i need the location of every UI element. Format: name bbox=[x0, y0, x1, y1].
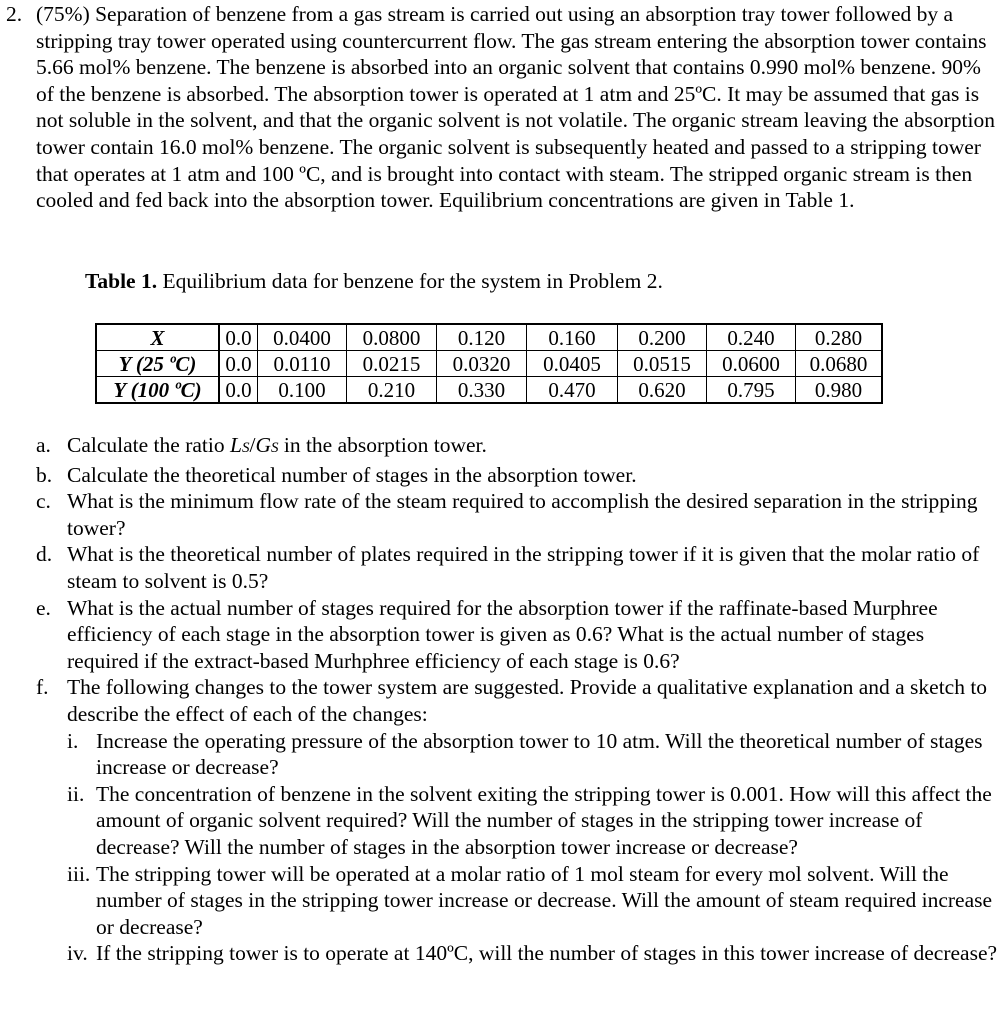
table-cell: 0.330 bbox=[437, 377, 527, 404]
table-cell: 0.200 bbox=[618, 324, 707, 351]
table-cell: 0.0800 bbox=[347, 324, 437, 351]
question-letter: c. bbox=[36, 489, 51, 514]
question-text: What is the minimum flow rate of the steam required to accomplish the desired separation in the stripping tower? bbox=[67, 489, 978, 540]
table-cell: 0.100 bbox=[258, 377, 347, 404]
table-cell: 0.795 bbox=[707, 377, 796, 404]
question-a-pre: Calculate the ratio bbox=[67, 433, 230, 457]
sub-question-text: The stripping tower will be operated at a molar ratio of 1 mol steam for every mol solvent. Will the number of stages in the stripping tower increase or decrease. Will the amount of steam required increase or decrease? bbox=[96, 861, 993, 939]
table-cell: 0.0215 bbox=[347, 351, 437, 377]
question-a-post: in the absorption tower. bbox=[278, 433, 487, 457]
question-letter: a. bbox=[36, 433, 51, 457]
sub-question-number: i. bbox=[67, 728, 79, 753]
question-list bbox=[36, 432, 1000, 967]
table-cell: 0.280 bbox=[796, 324, 883, 351]
table-cell: 0.0515 bbox=[618, 351, 707, 377]
table-caption-text: Equilibrium data for benzene for the system in Problem 2. bbox=[157, 269, 663, 293]
question-d bbox=[36, 541, 1000, 594]
question-letter: f. bbox=[36, 675, 49, 700]
table-row-y100 bbox=[96, 377, 882, 404]
table-cell: 0.0 bbox=[219, 324, 258, 351]
question-text: What is the theoretical number of plates required in the stripping tower if it is given that the molar ratio of steam to solvent is 0.5? bbox=[67, 542, 980, 593]
equilibrium-table bbox=[95, 323, 883, 404]
symbol-l: L bbox=[229, 433, 242, 457]
question-f bbox=[36, 674, 1000, 727]
problem-statement bbox=[6, 1, 998, 214]
question-letter: d. bbox=[36, 542, 53, 567]
question-c bbox=[36, 488, 1000, 541]
question-text bbox=[67, 432, 1000, 462]
sub-question-text: Increase the operating pressure of the absorption tower to 10 atm. Will the theoretical number of stages increase or decrease? bbox=[96, 728, 983, 780]
symbol-g: G bbox=[255, 433, 271, 457]
sub-question-number: iii. bbox=[67, 861, 91, 886]
question-text: Calculate the theoretical number of stages in the absorption tower. bbox=[67, 462, 637, 487]
table-cell: 0.620 bbox=[618, 377, 707, 404]
table-caption-label: Table 1. bbox=[85, 269, 158, 293]
table-cell: 0.210 bbox=[347, 377, 437, 404]
row-header-y25: Y (25 ºC) bbox=[96, 351, 219, 377]
table-row-y25 bbox=[96, 351, 882, 377]
question-letter: b. bbox=[36, 462, 53, 487]
table-cell: 0.0600 bbox=[707, 351, 796, 377]
table-cell: 0.980 bbox=[796, 377, 883, 404]
table-cell: 0.0400 bbox=[258, 324, 347, 351]
sub-question-i bbox=[67, 728, 1000, 781]
problem-text: (75%) Separation of benzene from a gas stream is carried out using an absorption tray tower followed by a stripping tray tower operated using countercurrent flow. The gas stream entering the absorption tower contains 5.66 mol% benzene. The benzene is absorbed into an organic solvent that contains 0.990 mol% benzene. 90% of the benzene is absorbed. The absorption tower is operated at 1 atm and 25ºC. It may be assumed that gas is not soluble in the solvent, and that the organic solvent is not volatile. The organic stream leaving the absorption tower contain 16.0 mol% benzene. The organic solvent is subsequently heated and passed to a stripping tower that operates at 1 atm and 100 ºC, and is brought into contact with steam. The stripped organic stream is then cooled and fed back into the absorption tower. Equilibrium concentrations are given in Table 1. bbox=[36, 2, 995, 213]
table-caption bbox=[85, 268, 663, 295]
question-a bbox=[36, 432, 1000, 462]
table-cell: 0.0110 bbox=[258, 351, 347, 377]
table-cell: 0.0320 bbox=[437, 351, 527, 377]
sub-question-number: ii. bbox=[67, 781, 85, 806]
table-cell: 0.470 bbox=[527, 377, 618, 404]
table-cell: 0.120 bbox=[437, 324, 527, 351]
sub-question-number: iv. bbox=[67, 941, 88, 966]
question-letter: e. bbox=[36, 595, 51, 620]
question-e bbox=[36, 595, 1000, 675]
table-row-x bbox=[96, 324, 882, 351]
subscript-s: S bbox=[241, 440, 250, 456]
question-text: What is the actual number of stages required for the absorption tower if the raffinate-based Murphree efficiency of each stage in the absorption tower is given as 0.6? What is the actual number of stages required if the extract-based Murhphree efficiency of each stage is 0.6? bbox=[67, 595, 938, 673]
row-header-x: X bbox=[96, 324, 219, 351]
table-cell: 0.0 bbox=[219, 377, 258, 404]
sub-question-iv bbox=[67, 940, 1000, 967]
table-cell: 0.0 bbox=[219, 351, 258, 377]
question-b bbox=[36, 462, 1000, 489]
row-header-y100: Y (100 ºC) bbox=[96, 377, 219, 404]
table-cell: 0.0405 bbox=[527, 351, 618, 377]
sub-question-ii bbox=[67, 781, 1000, 861]
table-cell: 0.160 bbox=[527, 324, 618, 351]
problem-number: 2. bbox=[6, 2, 23, 26]
table-cell: 0.240 bbox=[707, 324, 796, 351]
ratio-slash: / bbox=[249, 433, 256, 457]
sub-question-text: If the stripping tower is to operate at 140ºC, will the number of stages in this tower increase of decrease? bbox=[96, 941, 998, 966]
subscript-s: S bbox=[270, 440, 279, 456]
table-cell: 0.0680 bbox=[796, 351, 883, 377]
sub-question-text: The concentration of benzene in the solvent exiting the stripping tower is 0.001. How will this affect the amount of organic solvent required? Will the number of stages in the stripping tower increase of decrease? Will the number of stages in the absorption tower increase or decrease? bbox=[96, 781, 992, 859]
sub-question-iii bbox=[67, 861, 1000, 941]
question-text: The following changes to the tower system are suggested. Provide a qualitative explanation and a sketch to describe the effect of each of the changes: bbox=[67, 675, 988, 726]
